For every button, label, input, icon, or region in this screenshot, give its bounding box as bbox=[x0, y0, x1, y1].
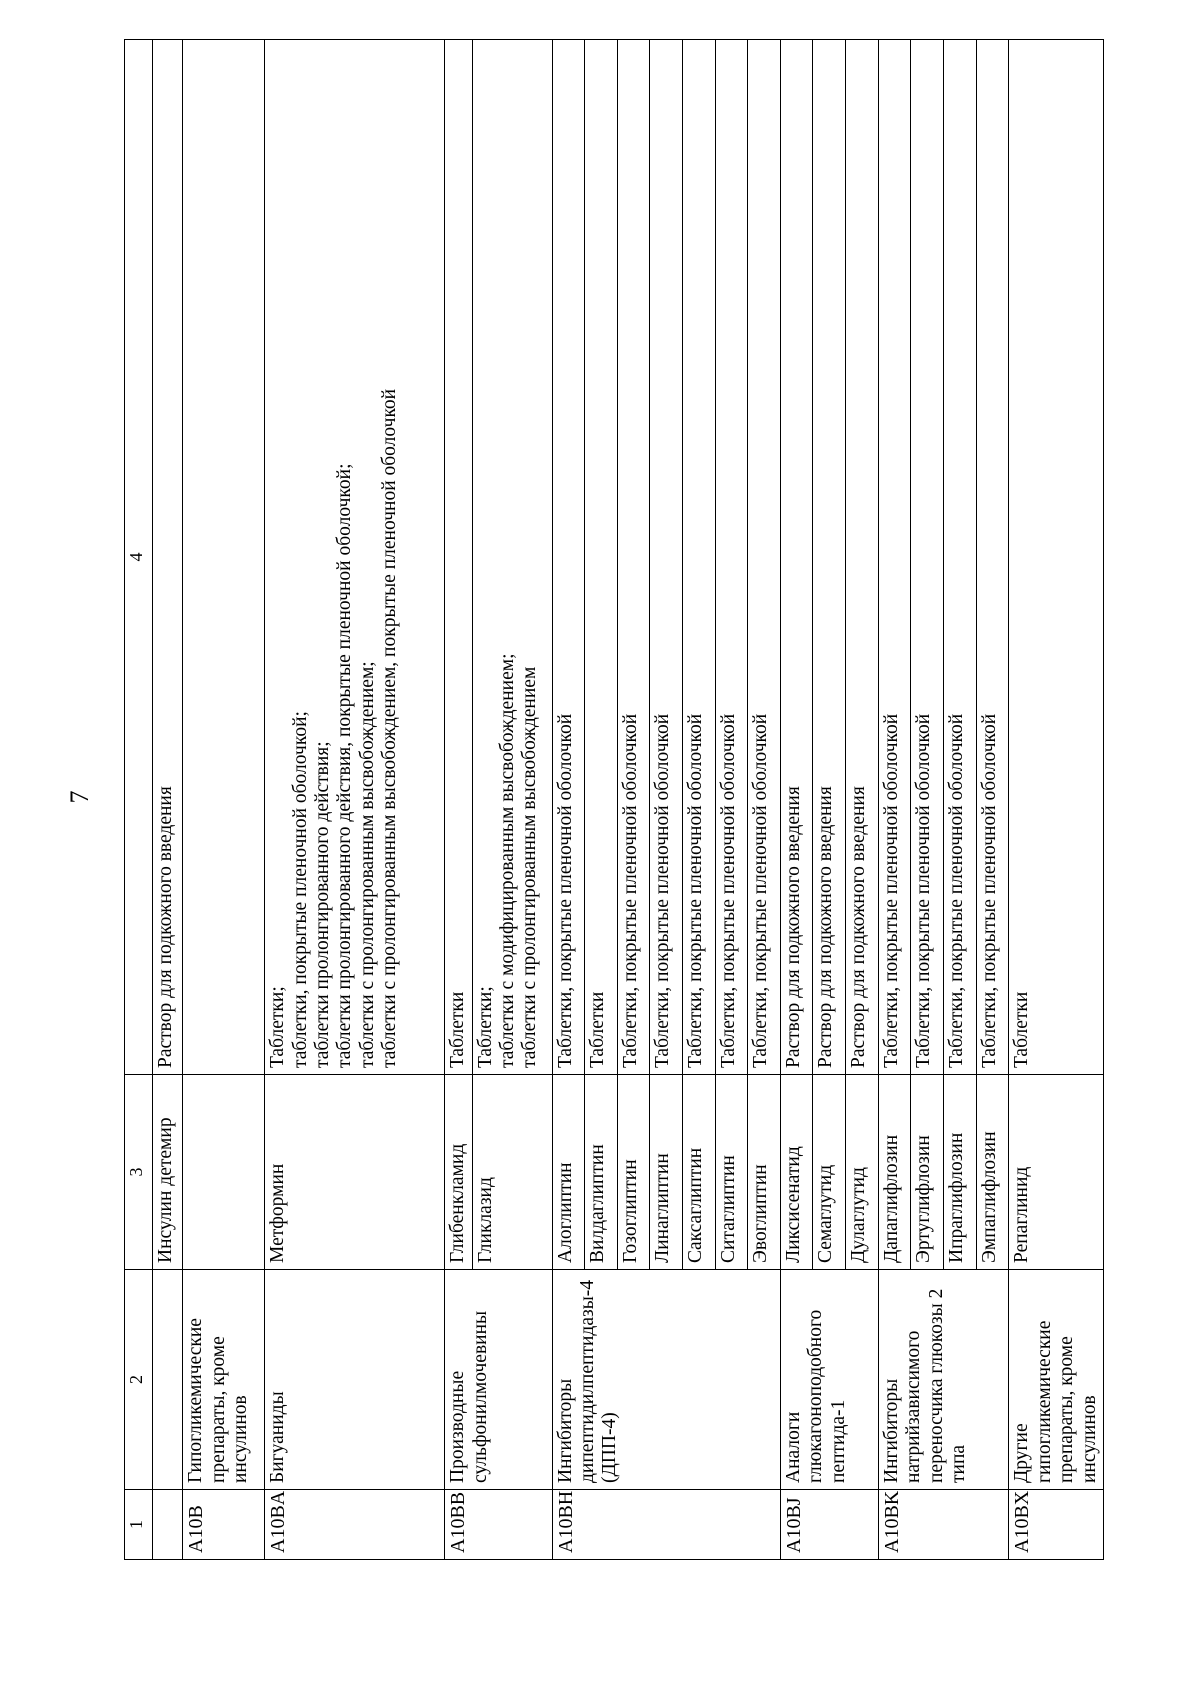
dosage-form: Раствор для подкожного введения bbox=[153, 40, 183, 1075]
form-line: таблетки пролонгированного действия, покрытые пленочной оболочкой; bbox=[334, 463, 356, 1068]
dosage-form: Таблетки, покрытые пленочной оболочкой bbox=[552, 40, 585, 1075]
dosage-form: Раствор для подкожного введения bbox=[846, 40, 879, 1075]
table-row bbox=[780, 40, 813, 1560]
dosage-form: Таблетки, покрытые пленочной оболочкой bbox=[650, 40, 683, 1075]
group-name: Гипогликемические препараты, кроме инсулинов bbox=[183, 1270, 265, 1490]
atc-code: A10BB bbox=[445, 1490, 552, 1560]
form-line: Таблетки; bbox=[267, 986, 289, 1068]
group-name: Аналоги глюкагоноподобного пептида-1 bbox=[780, 1270, 878, 1490]
form-line: таблетки с пролонгированным высвобождением; bbox=[356, 661, 378, 1068]
dosage-form: Таблетки bbox=[1009, 40, 1104, 1075]
page-number: 7 bbox=[65, 790, 94, 804]
form-line: таблетки с пролонгированным высвобождением, покрытые пленочной оболочкой bbox=[379, 388, 401, 1068]
atc-code: A10BX bbox=[1009, 1490, 1104, 1560]
column-number: 4 bbox=[125, 40, 153, 1075]
dosage-form: Таблетки, покрытые пленочной оболочкой bbox=[943, 40, 976, 1075]
drug-name: Эмпаглифлозин bbox=[976, 1075, 1009, 1270]
drug-name: Репаглинид bbox=[1009, 1075, 1104, 1270]
form-line: Таблетки; bbox=[474, 986, 496, 1068]
drug-table bbox=[124, 39, 1104, 1560]
drug-name: Семаглутид bbox=[813, 1075, 846, 1270]
dosage-form: Таблетки, покрытые пленочной оболочкой bbox=[683, 40, 716, 1075]
group-name: Другие гипогликемические препараты, кроме инсулинов bbox=[1009, 1270, 1104, 1490]
dosage-form: Таблетки, покрытые пленочной оболочкой bbox=[617, 40, 650, 1075]
table-row bbox=[1009, 40, 1104, 1560]
drug-name: Ликсисенатид bbox=[780, 1075, 813, 1270]
drug-name: Метформин bbox=[265, 1075, 445, 1270]
drug-name: Алоглиптин bbox=[552, 1075, 585, 1270]
column-number-row bbox=[125, 40, 153, 1560]
column-number: 2 bbox=[125, 1270, 153, 1490]
group-name: Ингибиторы дипептидилпептидазы-4 (ДПП-4) bbox=[552, 1270, 780, 1490]
dosage-form: Таблетки, покрытые пленочной оболочкой bbox=[878, 40, 911, 1075]
drug-name: Эвоглиптин bbox=[748, 1075, 781, 1270]
dosage-form: Таблетки, покрытые пленочной оболочкой bbox=[715, 40, 748, 1075]
dosage-form bbox=[472, 40, 552, 1075]
drug-name: Дапаглифлозин bbox=[878, 1075, 911, 1270]
drug-name bbox=[183, 1075, 265, 1270]
group-name: Ингибиторы натрийзависимого переносчика глюкозы 2 типа bbox=[878, 1270, 1009, 1490]
column-number: 3 bbox=[125, 1075, 153, 1270]
dosage-form: Таблетки bbox=[445, 40, 472, 1075]
dosage-form: Таблетки, покрытые пленочной оболочкой bbox=[748, 40, 781, 1075]
dosage-form: Таблетки, покрытые пленочной оболочкой bbox=[911, 40, 944, 1075]
table-row bbox=[183, 40, 265, 1560]
atc-code: A10BK bbox=[878, 1490, 1009, 1560]
drug-name: Эртуглифлозин bbox=[911, 1075, 944, 1270]
drug-name: Инсулин детемир bbox=[153, 1075, 183, 1270]
atc-code-cell bbox=[153, 1490, 183, 1560]
drug-name: Ситаглиптин bbox=[715, 1075, 748, 1270]
table-row bbox=[552, 40, 585, 1560]
form-line: таблетки с модифицированным высвобождением; bbox=[497, 653, 519, 1068]
dosage-form bbox=[183, 40, 265, 1075]
atc-code: A10BH bbox=[552, 1490, 780, 1560]
drug-name: Дулаглутид bbox=[846, 1075, 879, 1270]
form-line: таблетки с пролонгированным высвобождением bbox=[519, 666, 541, 1068]
drug-name: Линаглиптин bbox=[650, 1075, 683, 1270]
group-cell bbox=[153, 1270, 183, 1490]
dosage-form: Таблетки bbox=[585, 40, 618, 1075]
drug-name: Гозоглиптин bbox=[617, 1075, 650, 1270]
rotated-table-container bbox=[124, 40, 1104, 1560]
form-line: таблетки пролонгированного действия; bbox=[312, 741, 334, 1068]
table-row bbox=[153, 40, 183, 1560]
table-row bbox=[878, 40, 911, 1560]
table-row bbox=[445, 40, 472, 1560]
drug-name: Ипраглифлозин bbox=[943, 1075, 976, 1270]
dosage-form bbox=[265, 40, 445, 1075]
table-row bbox=[265, 40, 445, 1560]
form-line: таблетки, покрытые пленочной оболочкой; bbox=[289, 711, 311, 1068]
group-name: Производные сульфонилмочевины bbox=[445, 1270, 552, 1490]
column-number: 1 bbox=[125, 1490, 153, 1560]
atc-code: A10B bbox=[183, 1490, 265, 1560]
dosage-form: Таблетки, покрытые пленочной оболочкой bbox=[976, 40, 1009, 1075]
dosage-form: Раствор для подкожного введения bbox=[813, 40, 846, 1075]
drug-name: Саксаглиптин bbox=[683, 1075, 716, 1270]
drug-name: Вилдаглиптин bbox=[585, 1075, 618, 1270]
drug-name: Гликлазид bbox=[472, 1075, 552, 1270]
drug-name: Глибенкламид bbox=[445, 1075, 472, 1270]
atc-code: A10BJ bbox=[780, 1490, 878, 1560]
atc-code: A10BA bbox=[265, 1490, 445, 1560]
dosage-form: Раствор для подкожного введения bbox=[780, 40, 813, 1075]
group-name: Бигуаниды bbox=[265, 1270, 445, 1490]
